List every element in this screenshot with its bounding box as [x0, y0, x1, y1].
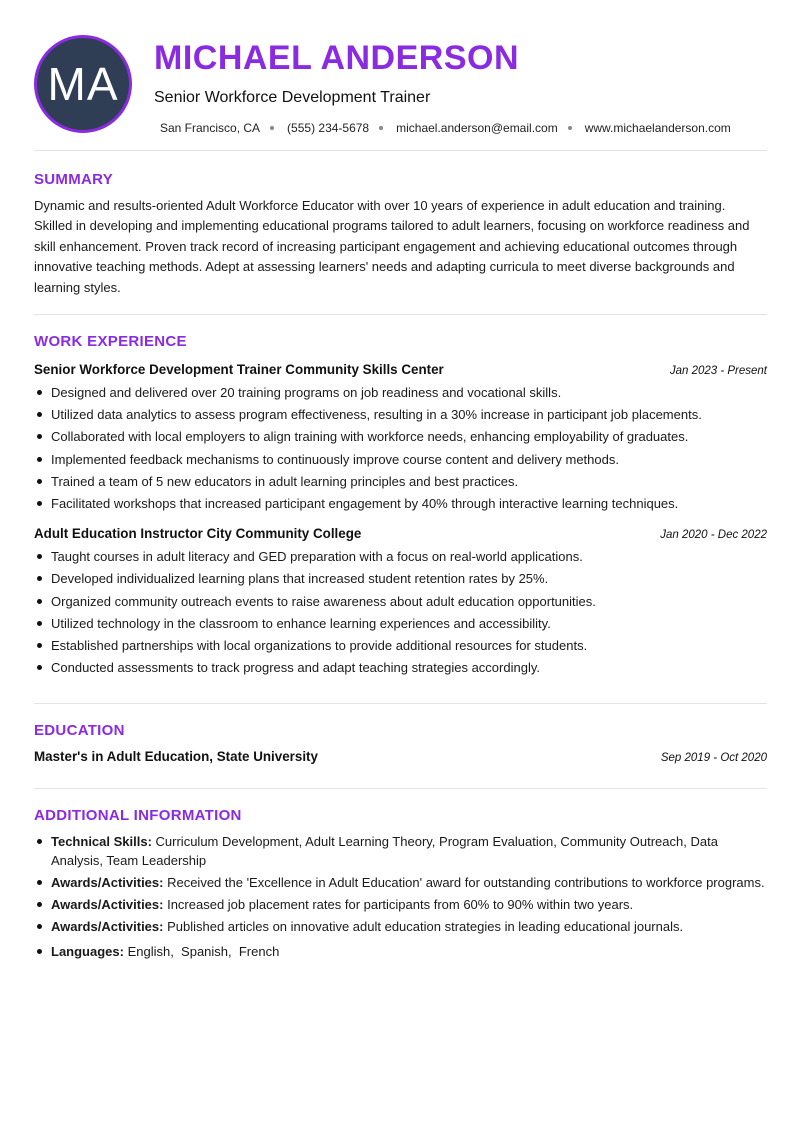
summary-section — [34, 151, 767, 298]
contact-website[interactable]: www.michaelanderson.com — [584, 121, 731, 135]
item-text: English, Spanish, French — [123, 944, 280, 960]
list-item: Utilized technology in the classroom to enhance learning experiences and accessibility. — [34, 614, 767, 636]
education-date: Sep 2019 - Oct 2020 — [660, 752, 767, 765]
additional-list — [34, 832, 767, 961]
candidate-name: MICHAEL ANDERSON — [154, 39, 520, 77]
list-item — [34, 832, 767, 870]
job-date: Jan 2023 - Present — [669, 365, 767, 378]
contact-separator — [379, 126, 383, 130]
education-section — [34, 704, 767, 764]
section-title-education: EDUCATION — [34, 722, 125, 740]
contact-line — [160, 121, 731, 135]
job-entry — [34, 526, 767, 680]
list-item: Conducted assessments to track progress and adapt teaching strategies accordingly. — [34, 658, 767, 680]
list-item: Organized community outreach events to raise awareness about adult education opportunities. — [34, 592, 767, 614]
list-item: Established partnerships with local organizations to provide additional resources for students. — [34, 636, 767, 658]
section-title-additional: ADDITIONAL INFORMATION — [34, 807, 242, 825]
item-label: Languages: — [51, 944, 124, 960]
list-item: Facilitated workshops that increased participant engagement by 40% through interactive learning techniques. — [34, 494, 767, 516]
education-entry — [34, 749, 767, 764]
job-header — [34, 362, 767, 377]
item-text: Received the 'Excellence in Adult Education' award for outstanding contributions to workforce programs. — [163, 875, 765, 891]
list-item: Collaborated with local employers to align training with workforce needs, enhancing employability of graduates. — [34, 427, 767, 449]
avatar — [34, 35, 132, 133]
list-item: Developed individualized learning plans that increased student retention rates by 25%. — [34, 569, 767, 591]
item-label: Technical Skills: — [51, 834, 152, 850]
contact-location: San Francisco, CA — [160, 121, 261, 135]
item-text: Published articles on innovative adult education strategies in leading educational journals. — [163, 919, 684, 935]
list-item — [34, 942, 767, 961]
section-title-summary: SUMMARY — [34, 171, 114, 188]
contact-phone: (555) 234-5678 — [287, 121, 370, 135]
contact-email[interactable]: michael.anderson@email.com — [396, 121, 558, 135]
job-title: Adult Education Instructor City Community College — [34, 526, 362, 542]
candidate-title: Senior Workforce Development Trainer — [154, 89, 431, 106]
job-bullets — [34, 547, 767, 680]
item-text: Increased job placement rates for participants from 60% to 90% within two years. — [163, 897, 634, 913]
job-entry — [34, 362, 767, 516]
list-item — [34, 917, 767, 936]
item-label: Awards/Activities: — [51, 875, 164, 891]
list-item: Utilized data analytics to assess program effectiveness, resulting in a 30% increase in participant job placements. — [34, 405, 767, 427]
list-item — [34, 895, 767, 914]
list-item — [34, 873, 767, 892]
job-date: Jan 2020 - Dec 2022 — [660, 529, 767, 542]
summary-text: Dynamic and results-oriented Adult Workforce Educator with over 10 years of experience in adult education and training. Skilled in developing and implementing educational programs tailored to adult learners, focusing on workforce readiness and skill enhancement. Proven track record of increasing participant engagement and achieving educational outcomes through innovative teaching methods. Adept at assessing learners' needs and adapting curricula to meet diverse backgrounds and learning styles. — [34, 198, 750, 295]
additional-section — [34, 789, 767, 961]
item-label: Awards/Activities: — [51, 919, 164, 935]
degree: Master's in Adult Education, State University — [34, 749, 318, 765]
job-header — [34, 526, 767, 541]
item-text: Curriculum Development, Adult Learning Theory, Program Evaluation, Community Outreach, Data Analysis, Team Leadership — [51, 834, 718, 869]
list-item: Taught courses in adult literacy and GED preparation with a focus on real-world applications. — [34, 547, 767, 569]
avatar-initials: MA — [47, 58, 119, 110]
list-item: Trained a team of 5 new educators in adult learning principles and best practices. — [34, 472, 767, 494]
list-item: Implemented feedback mechanisms to continuously improve course content and delivery methods. — [34, 450, 767, 472]
job-bullets — [34, 383, 767, 516]
experience-section — [34, 315, 767, 680]
item-label: Awards/Activities: — [51, 897, 164, 913]
contact-separator — [568, 126, 572, 130]
list-item: Designed and delivered over 20 training programs on job readiness and vocational skills. — [34, 383, 767, 405]
section-title-experience: WORK EXPERIENCE — [34, 333, 187, 351]
contact-separator — [270, 126, 274, 130]
job-title: Senior Workforce Development Trainer Community Skills Center — [34, 362, 444, 378]
resume-header — [34, 0, 767, 150]
